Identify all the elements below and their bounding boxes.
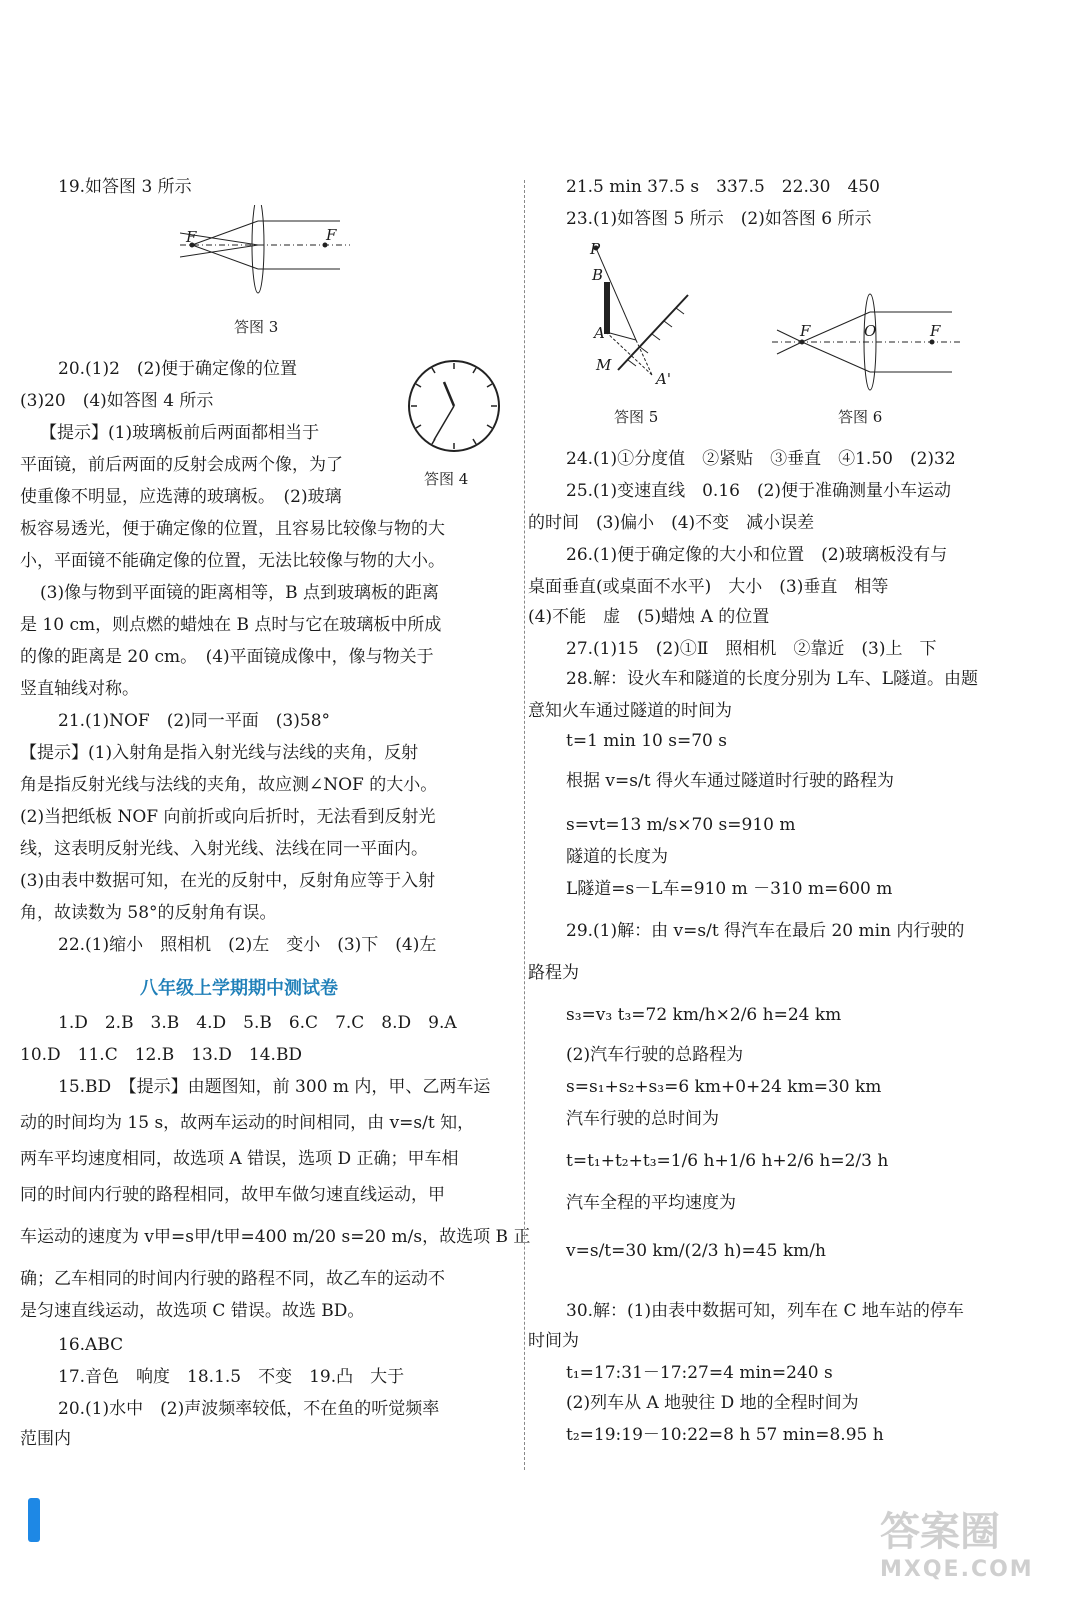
r-q25-line: 的时间 (3)偏小 (4)不变 减小误差	[528, 513, 815, 533]
q17-answer: 17.音色 响度 18.1.5 不变 19.凸 大于	[58, 1367, 405, 1387]
fig5-virtual-ray	[636, 340, 652, 375]
tip21-line: 【提示】(1)入射角是指入射光线与法线的夹角，反射	[20, 743, 419, 763]
fig3-caption: 答图 3	[234, 318, 279, 336]
r-q29-line: 路程为	[528, 963, 579, 983]
fig6-focus-point	[800, 340, 805, 345]
fig3-ray	[192, 245, 258, 269]
fig5-caption: 答图 5	[614, 408, 659, 426]
fig6-label-f-right: F	[930, 322, 941, 340]
q16-answer: 16.ABC	[58, 1335, 124, 1355]
tip20-line: 是 10 cm，则点燃的蜡烛在 B 点时与它在玻璃板中所成	[20, 615, 442, 635]
r-q25-line: 25.(1)变速直线 0.16 (2)便于准确测量小车运动	[566, 481, 952, 501]
tip20-line: 使重像不明显，应选薄的玻璃板。 (2)玻璃	[20, 487, 342, 507]
q15-line: 车运动的速度为 v甲=s甲/t甲=400 m/20 s=20 m/s，故选项 B 正	[20, 1227, 531, 1247]
fig6-focus-point	[930, 340, 935, 345]
tip20-line: 小，平面镜不能确定像的位置，无法比较像与物的大小。	[20, 551, 445, 571]
fig5-label-m: M	[596, 356, 612, 374]
r-q27-answer: 27.(1)15 (2)①Ⅱ 照相机 ②靠近 (3)上 下	[566, 639, 937, 659]
tip20-line: 竖直轴线对称。	[20, 679, 139, 699]
tip21-line: 角是指反射光线与法线的夹角，故应测∠NOF 的大小。	[20, 775, 438, 795]
tip20-line: 平面镜，前后两面的反射会成两个像，为了	[20, 455, 343, 475]
q20-answer-a: 20.(1)2 (2)便于确定像的位置	[58, 359, 298, 379]
r-q29-line: s₃=v₃ t₃=72 km/h×2/6 h=24 km	[566, 1005, 842, 1025]
r-q28-line: 意知火车通过隧道的时间为	[528, 701, 732, 721]
fig6-label-f-left: F	[800, 322, 811, 340]
fig3-lens	[252, 205, 264, 293]
r-q23-answer: 23.(1)如答图 5 所示 (2)如答图 6 所示	[566, 209, 872, 229]
fig5-mirror-hatch	[628, 308, 684, 366]
r-q26-line: 26.(1)便于确定像的大小和位置 (2)玻璃板没有与	[566, 545, 948, 565]
r-q24-answer: 24.(1)①分度值 ②紧贴 ③垂直 ④1.50 (2)32	[566, 449, 956, 469]
fig4-minute-hand	[434, 406, 454, 440]
q15-line: 确；乙车相同的时间内行驶的路程不同，故乙车的运动不	[20, 1269, 445, 1289]
r-q29-line: 29.(1)解：由 v=s/t 得汽车在最后 20 min 内行驶的	[566, 921, 965, 941]
r-q30-line: t₂=19:19－10:22=8 h 57 min=8.95 h	[566, 1425, 884, 1445]
r-q28-line: s=vt=13 m/s×70 s=910 m	[566, 815, 796, 835]
q15-line: 两车平均速度相同，故选项 A 错误，选项 D 正确；甲车相	[20, 1149, 459, 1169]
r-q28-line: t=1 min 10 s=70 s	[566, 731, 727, 751]
fig6-ray	[777, 330, 802, 342]
q15-line: 同的时间内行驶的路程相同，故甲车做匀速直线运动，甲	[20, 1185, 445, 1205]
fig5-label-p: P	[590, 240, 601, 258]
fig3-lens-diagram	[180, 205, 350, 310]
q20b-line: 20.(1)水中 (2)声波频率较低，不在鱼的听觉频率	[58, 1399, 440, 1419]
q22-answer: 22.(1)缩小 照相机 (2)左 变小 (3)下 (4)左	[58, 935, 437, 955]
section-title: 八年级上学期期中测试卷	[140, 978, 338, 999]
fig4-caption: 答图 4	[424, 470, 469, 488]
r-q29-line: (2)汽车行驶的总路程为	[566, 1045, 744, 1065]
fig6-ray	[777, 342, 802, 354]
tip21-line: (2)当把纸板 NOF 向前折或向后折时，无法看到反射光	[20, 807, 436, 827]
q15-line: 15.BD 【提示】由题图知，前 300 m 内，甲、乙两车运	[58, 1077, 491, 1097]
column-divider	[524, 180, 525, 1470]
fig3-ray	[192, 221, 258, 245]
r-q21-answer: 21.5 min 37.5 s 337.5 22.30 450	[566, 177, 880, 197]
fig4-hour-hand	[444, 382, 454, 406]
tip21-line: 线，这表明反射光线、入射光线、法线在同一平面内。	[20, 839, 428, 859]
r-q30-line: 30.解：(1)由表中数据可知，列车在 C 地车站的停车	[566, 1301, 964, 1321]
watermark-text: 答案圈	[880, 1509, 1000, 1555]
fig3-label-right: F	[326, 226, 337, 244]
r-q30-line: (2)列车从 A 地驶往 D 地的全程时间为	[566, 1393, 859, 1413]
r-q30-line: t₁=17:31－17:27=4 min=240 s	[566, 1363, 833, 1383]
fig5-label-a: A	[594, 324, 605, 342]
mc-answers-1: 1.D 2.B 3.B 4.D 5.B 6.C 7.C 8.D 9.A	[58, 1013, 457, 1033]
tip21-line: (3)由表中数据可知，在光的反射中，反射角应等于入射	[20, 871, 436, 891]
r-q29-line: 汽车行驶的总时间为	[566, 1109, 719, 1129]
fig6-ray	[802, 342, 870, 372]
r-q29-line: v=s/t=30 km/(2/3 h)=45 km/h	[566, 1241, 826, 1261]
r-q29-line: t=t₁+t₂+t₃=1/6 h+1/6 h+2/6 h=2/3 h	[566, 1151, 889, 1171]
tip20-line: 板容易透光，便于确定像的位置，且容易比较像与物的大	[20, 519, 445, 539]
tip20-line: 【提示】(1)玻璃板前后两面都相当于	[40, 423, 320, 443]
r-q26-line: 桌面垂直(或桌面不水平) 大小 (3)垂直 相等	[528, 577, 889, 597]
tip20-line: 的像的距离是 20 cm。 (4)平面镜成像中，像与物关于	[20, 647, 434, 667]
fig5-mirror	[618, 295, 688, 370]
r-q29-line: 汽车全程的平均速度为	[566, 1193, 736, 1213]
r-q28-line: 28.解：设火车和隧道的长度分别为 L车、L隧道。由题	[566, 669, 979, 689]
fig4-clock-diagram	[406, 358, 502, 454]
q20b-line: 范围内	[20, 1429, 71, 1449]
q15-line: 动的时间均为 15 s，故两车运动的时间相同，由 v=s/t 知，	[20, 1113, 475, 1133]
fig6-lens-diagram	[772, 292, 962, 392]
fig6-caption: 答图 6	[838, 408, 883, 426]
mc-answers-2: 10.D 11.C 12.B 13.D 14.BD	[20, 1045, 303, 1065]
q15-line: 是匀速直线运动，故选项 C 错误。故选 BD。	[20, 1301, 365, 1321]
r-q26-line: (4)不能 虚 (5)蜡烛 A 的位置	[528, 607, 770, 627]
fig5-label-a-prime: A'	[656, 370, 671, 388]
watermark-url: MXQE.COM	[880, 1557, 1034, 1582]
r-q28-line: 隧道的长度为	[566, 847, 668, 867]
q20-answer-b: (3)20 (4)如答图 4 所示	[20, 391, 214, 411]
r-q28-line: 根据 v=s/t 得火车通过隧道时行驶的路程为	[566, 771, 894, 791]
page-edge-tab	[28, 1498, 40, 1542]
r-q28-line: L隧道=s－L车=910 m －310 m=600 m	[566, 879, 893, 899]
fig6-ray	[802, 312, 870, 342]
q21-answer: 21.(1)NOF (2)同一平面 (3)58°	[58, 711, 331, 731]
tip20-line: (3)像与物到平面镜的距离相等，B 点到玻璃板的距离	[40, 583, 439, 603]
q19-answer: 19.如答图 3 所示	[58, 177, 192, 197]
watermark-logo	[880, 1500, 1060, 1590]
r-q30-line: 时间为	[528, 1331, 579, 1351]
fig6-label-o: O	[864, 322, 877, 340]
fig5-label-b: B	[592, 266, 604, 284]
tip21-line: 角，故读数为 58°的反射角有误。	[20, 903, 277, 923]
r-q29-line: s=s₁+s₂+s₃=6 km+0+24 km=30 km	[566, 1077, 882, 1097]
fig3-label-left: F	[186, 228, 197, 246]
